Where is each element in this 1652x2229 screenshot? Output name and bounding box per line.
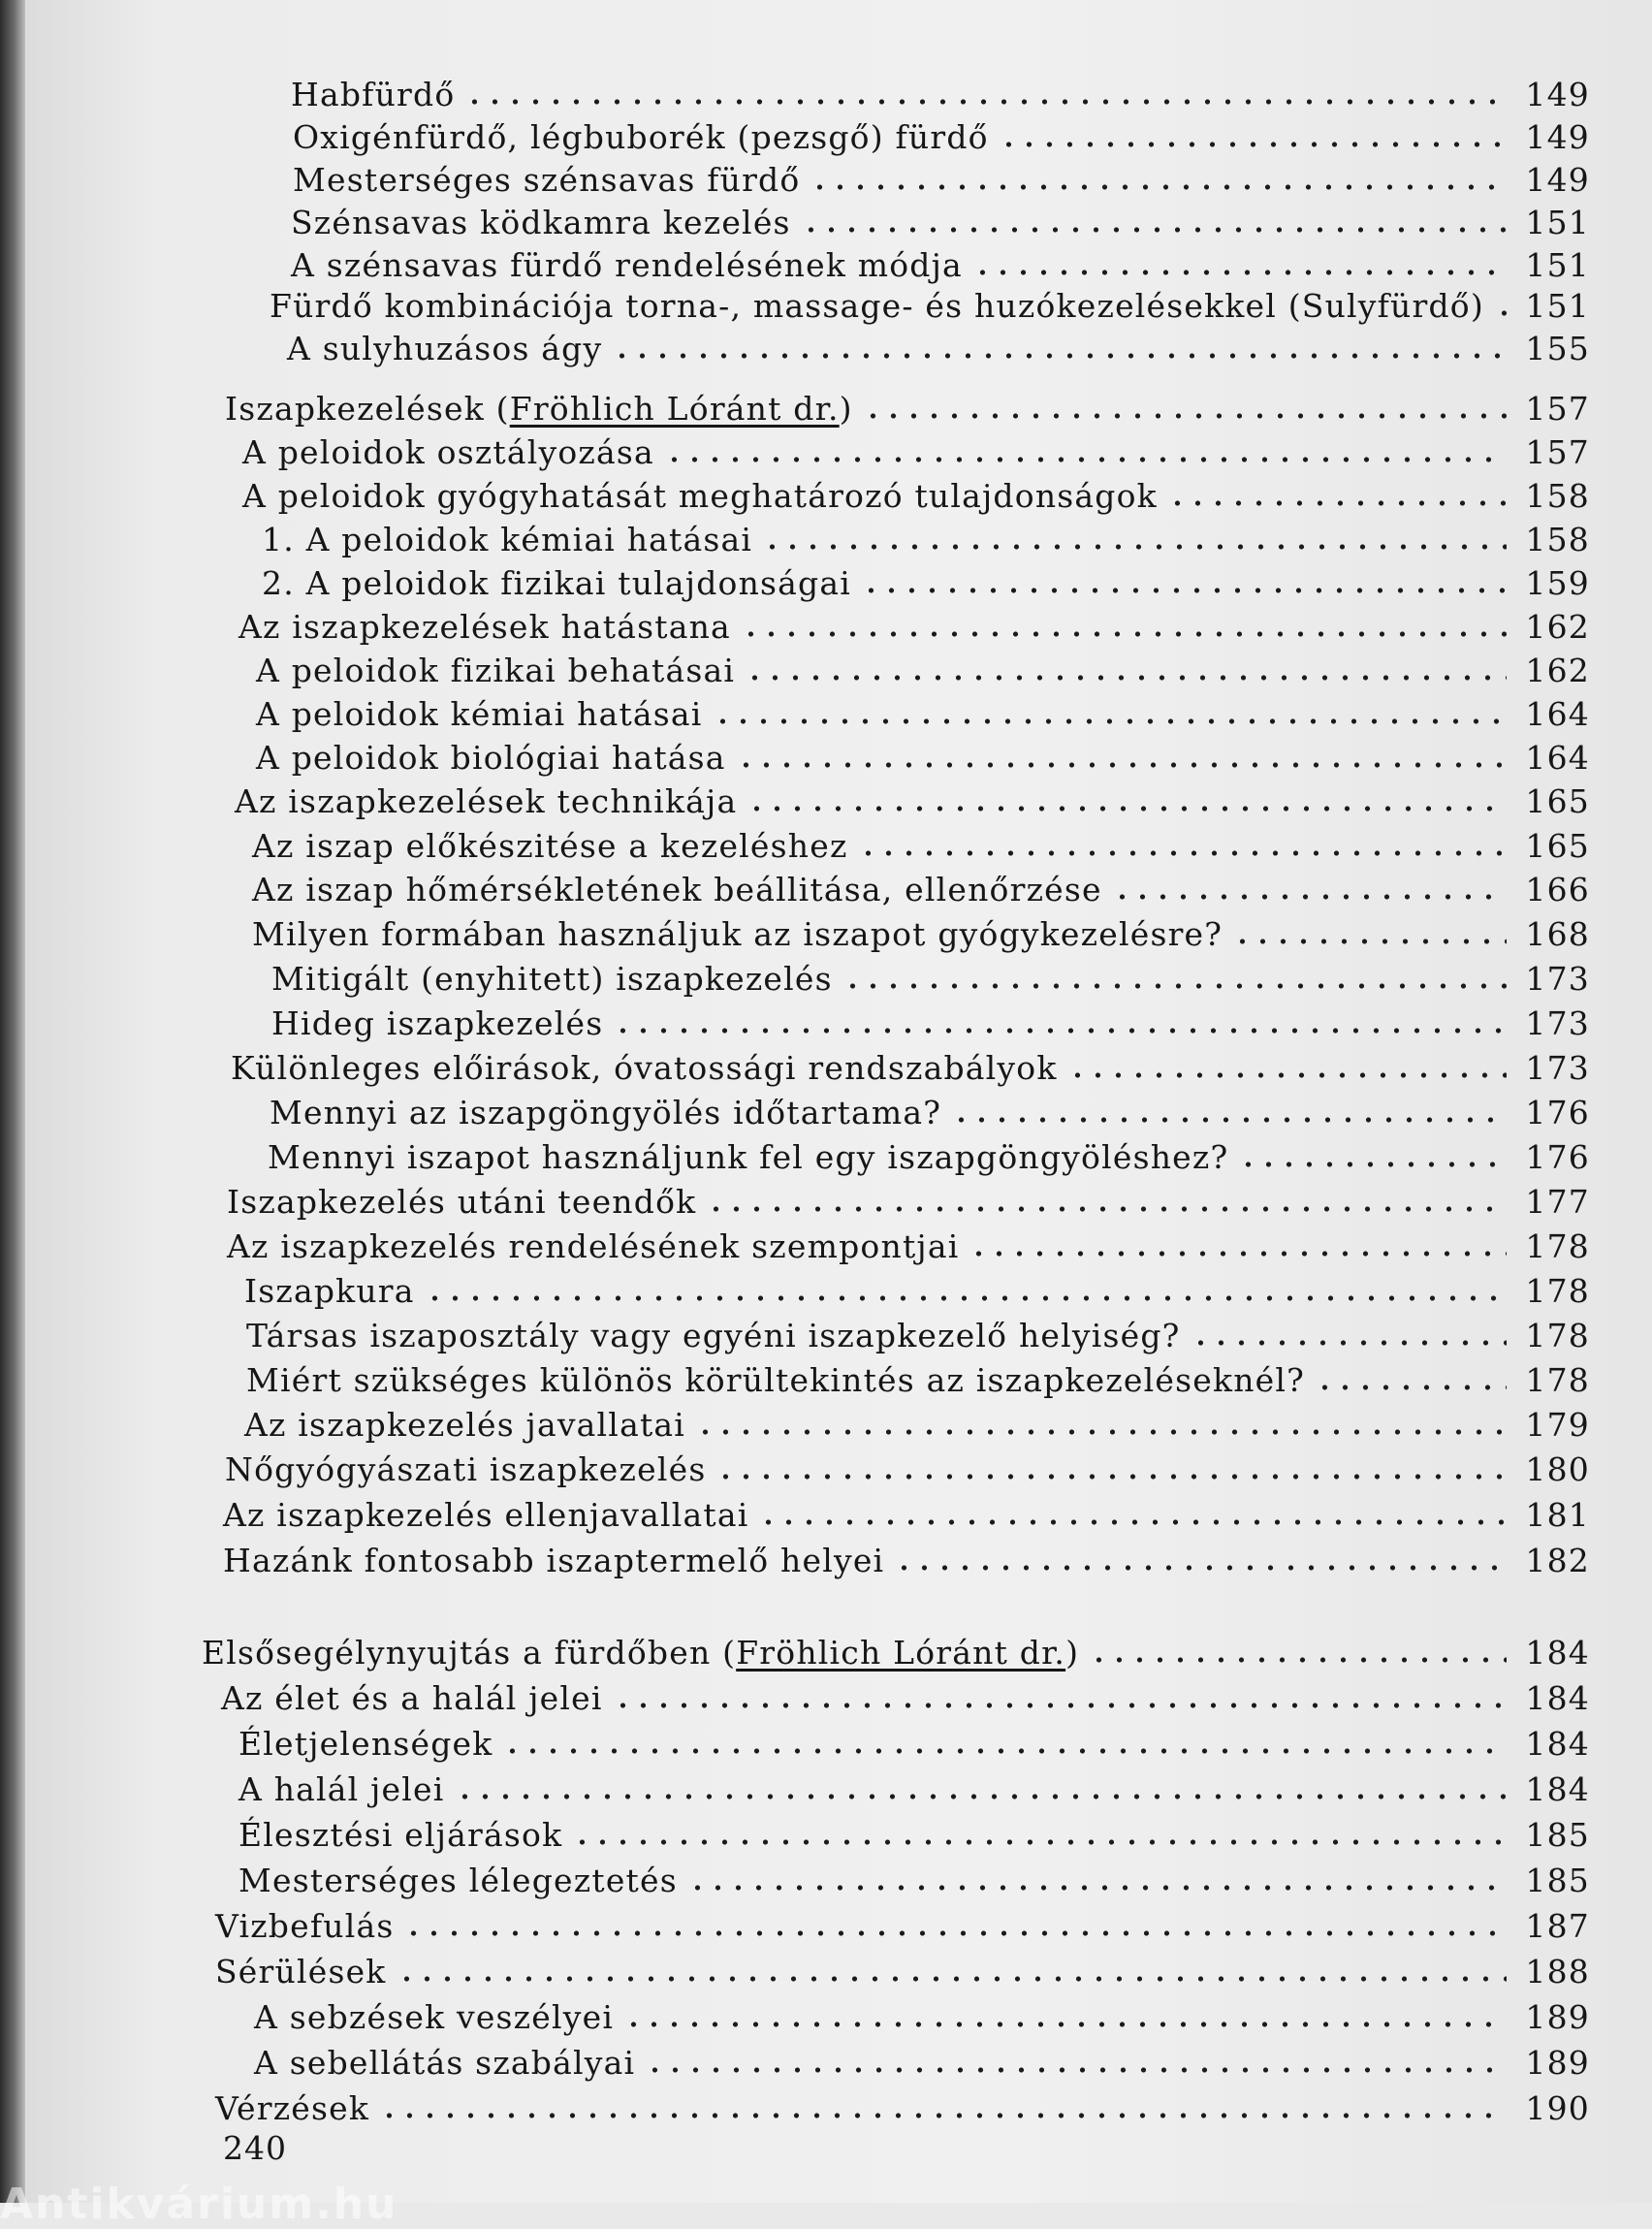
toc-entry-page: 187 bbox=[1525, 1907, 1590, 1945]
toc-entry-title: Vérzések bbox=[215, 2089, 370, 2127]
dot-leader bbox=[623, 2006, 1507, 2031]
dot-leader bbox=[1067, 1057, 1507, 1082]
toc-entry-title: A szénsavas fürdő rendelésének módja bbox=[291, 246, 963, 284]
toc-entry bbox=[271, 950, 1590, 998]
toc-entry bbox=[215, 1943, 1590, 1988]
toc-entry-page: 176 bbox=[1525, 1094, 1590, 1131]
toc-entry-page: 157 bbox=[1525, 433, 1590, 471]
toc-entry bbox=[246, 1352, 1590, 1399]
dot-leader bbox=[695, 1414, 1507, 1439]
dot-leader bbox=[745, 659, 1507, 685]
toc-entry-page: 168 bbox=[1525, 915, 1590, 953]
toc-entry-title: Az élet és a halál jelei bbox=[221, 1679, 603, 1717]
toc-entry bbox=[262, 511, 1590, 556]
toc-entry-title: Iszapkezelések (Fröhlich Lóránt dr.) bbox=[225, 390, 853, 428]
dot-leader bbox=[747, 790, 1507, 815]
author-name: Fröhlich Lóránt dr. bbox=[509, 390, 840, 428]
dot-leader bbox=[572, 1824, 1507, 1849]
toc-entry-title: Vizbefulás bbox=[215, 1907, 395, 1945]
toc-chapter bbox=[225, 380, 1590, 428]
toc-entry-title: A peloidok osztályozása bbox=[242, 433, 654, 471]
toc-entry-title: 2. A peloidok fizikai tulajdonságai bbox=[262, 564, 852, 602]
dot-leader bbox=[612, 337, 1507, 363]
toc-entry-page: 162 bbox=[1525, 652, 1590, 689]
toc-entry-title: Hideg iszapkezelés bbox=[271, 1004, 604, 1042]
toc-entry-page: 179 bbox=[1525, 1406, 1590, 1444]
toc-entry-title: Iszapkezelés utáni teendők bbox=[227, 1183, 697, 1221]
dot-leader bbox=[951, 1101, 1507, 1127]
toc-entry bbox=[293, 151, 1590, 199]
toc-entry bbox=[256, 685, 1590, 733]
dot-leader bbox=[397, 1960, 1507, 1986]
toc-entry bbox=[256, 642, 1590, 689]
toc-entry-page: 157 bbox=[1525, 390, 1590, 428]
toc-entry-page: 173 bbox=[1525, 1004, 1590, 1042]
toc-entry bbox=[293, 109, 1590, 156]
toc-entry-page: 162 bbox=[1525, 608, 1590, 646]
toc-entry bbox=[238, 1761, 1590, 1808]
toc-entry-page: 181 bbox=[1525, 1496, 1590, 1534]
dot-leader bbox=[1232, 923, 1507, 948]
toc-entry bbox=[262, 555, 1590, 602]
toc-entry-title: Az iszapkezelés javallatai bbox=[244, 1406, 686, 1444]
toc-entry-title: Miért szükséges különös körültekintés az iszapkezeléseknél? bbox=[246, 1361, 1306, 1399]
toc-entry-title: A peloidok gyógyhatását meghatározó tulajdonságok bbox=[242, 477, 1158, 515]
toc-entry-title: Különleges előirások, óvatossági rendszabályok bbox=[231, 1049, 1058, 1087]
toc-entry-page: 184 bbox=[1525, 1725, 1590, 1763]
toc-entry-title: Sérülések bbox=[215, 1953, 387, 1990]
toc-entry bbox=[291, 194, 1590, 239]
dot-leader bbox=[502, 1733, 1507, 1758]
toc-entry bbox=[238, 598, 1590, 646]
dot-leader bbox=[379, 2097, 1507, 2122]
toc-entry bbox=[238, 1715, 1590, 1763]
toc-entry bbox=[221, 1670, 1590, 1717]
toc-entry-title: Az iszap hőmérsékletének beállitása, ellenőrzése bbox=[252, 871, 1102, 908]
toc-entry-page: 184 bbox=[1525, 1770, 1590, 1808]
toc-entry-title: A peloidok biológiai hatása bbox=[256, 739, 726, 777]
toc-entry bbox=[227, 1218, 1590, 1265]
dot-leader bbox=[894, 1549, 1507, 1575]
dot-leader bbox=[842, 968, 1507, 993]
toc-entry-title: Szénsavas ködkamra kezelés bbox=[291, 204, 791, 241]
toc-entry bbox=[242, 467, 1590, 515]
toc-entry-page: 188 bbox=[1525, 1953, 1590, 1990]
dot-leader bbox=[863, 398, 1507, 423]
dot-leader bbox=[999, 126, 1507, 151]
toc-entry-title: Hazánk fontosabb iszaptermelő helyei bbox=[223, 1542, 885, 1579]
toc-entry-page: 189 bbox=[1525, 1998, 1590, 2036]
toc-entry-page: 151 bbox=[1525, 204, 1590, 241]
dot-leader bbox=[1089, 1641, 1507, 1667]
toc-entry bbox=[223, 1532, 1590, 1579]
page-number: 240 bbox=[223, 2129, 287, 2167]
toc-entry-title: Társas iszaposztály vagy egyéni iszapkezelő helyiség? bbox=[246, 1317, 1181, 1354]
toc-entry-page: 185 bbox=[1525, 1862, 1590, 1899]
dot-leader bbox=[861, 572, 1507, 597]
dot-leader bbox=[1112, 878, 1507, 904]
toc-entry bbox=[254, 2034, 1590, 2082]
toc-entry-page: 184 bbox=[1525, 1634, 1590, 1672]
dot-leader bbox=[706, 1191, 1507, 1216]
toc-entry-page: 176 bbox=[1525, 1138, 1590, 1176]
toc-chapter bbox=[202, 1624, 1590, 1672]
toc-entry-title: A sebellátás szabályai bbox=[254, 2044, 636, 2082]
toc-entry-page: 164 bbox=[1525, 739, 1590, 777]
toc-entry bbox=[254, 1989, 1590, 2036]
dot-leader bbox=[801, 211, 1507, 237]
toc-entry-page: 159 bbox=[1525, 564, 1590, 602]
toc-entry-page: 178 bbox=[1525, 1317, 1590, 1354]
toc-entry-page: 178 bbox=[1525, 1227, 1590, 1265]
toc-entry bbox=[270, 277, 1590, 325]
toc-entry bbox=[227, 1173, 1590, 1221]
toc-entry bbox=[238, 1806, 1590, 1854]
toc-entry-page: 149 bbox=[1525, 118, 1590, 156]
toc-entry-page: 149 bbox=[1525, 161, 1590, 199]
toc-entry-page: 151 bbox=[1525, 246, 1590, 284]
dot-leader bbox=[858, 835, 1507, 860]
dot-leader bbox=[425, 1280, 1507, 1305]
toc-entry-page: 178 bbox=[1525, 1361, 1590, 1399]
toc-entry-title: A halál jelei bbox=[238, 1770, 445, 1808]
toc-entry-page: 158 bbox=[1525, 477, 1590, 515]
toc-entry bbox=[270, 1084, 1590, 1129]
toc-entry bbox=[291, 237, 1590, 284]
dot-leader bbox=[403, 1915, 1507, 1940]
toc-entry bbox=[244, 1396, 1590, 1444]
toc-entry-page: 177 bbox=[1525, 1183, 1590, 1221]
dot-leader bbox=[1494, 295, 1507, 320]
toc-entry bbox=[252, 817, 1590, 865]
toc-entry-title: A peloidok fizikai behatásai bbox=[256, 652, 736, 689]
toc-entry-title: A peloidok kémiai hatásai bbox=[256, 695, 703, 733]
toc-entry-title: Az iszapkezelések hatástana bbox=[238, 608, 731, 646]
toc-entry-page: 165 bbox=[1525, 782, 1590, 820]
toc-entry-title: Az iszapkezelés ellenjavallatai bbox=[223, 1496, 749, 1534]
toc-entry bbox=[252, 906, 1590, 953]
toc-entry-title: A sebzések veszélyei bbox=[254, 1998, 615, 2036]
dot-leader bbox=[464, 83, 1507, 109]
toc-entry-title: Élesztési eljárások bbox=[238, 1816, 563, 1854]
dot-leader bbox=[455, 1778, 1507, 1803]
dot-leader bbox=[969, 1235, 1507, 1260]
dot-leader bbox=[741, 616, 1507, 641]
toc-entry-title: A sulyhuzásos ágy bbox=[287, 330, 603, 367]
toc-entry-title: Mesterséges lélegeztetés bbox=[238, 1862, 678, 1899]
toc-entry-page: 173 bbox=[1525, 960, 1590, 998]
dot-leader bbox=[972, 254, 1507, 279]
dot-leader bbox=[1238, 1146, 1507, 1171]
dot-leader bbox=[713, 703, 1507, 728]
toc-entry bbox=[223, 1486, 1590, 1534]
toc-entry-title: Mennyi az iszapgöngyölés időtartama? bbox=[270, 1094, 942, 1131]
toc-entry-page: 173 bbox=[1525, 1049, 1590, 1087]
toc-entry-title: Milyen formában használjuk az iszapot gyógykezelésre? bbox=[252, 915, 1223, 953]
dot-leader bbox=[1167, 485, 1507, 510]
toc-entry-page: 189 bbox=[1525, 2044, 1590, 2082]
dot-leader bbox=[613, 1012, 1507, 1037]
toc-entry-page: 178 bbox=[1525, 1272, 1590, 1310]
toc-entry-title: Az iszapkezelés rendelésének szempontjai bbox=[227, 1227, 960, 1265]
toc-entry bbox=[225, 1441, 1590, 1488]
toc-entry-title: Életjelenségek bbox=[238, 1725, 493, 1763]
dot-leader bbox=[715, 1458, 1507, 1483]
toc-entry bbox=[215, 2080, 1590, 2127]
toc-entry bbox=[287, 320, 1590, 365]
toc-entry-title: Az iszapkezelések technikája bbox=[235, 782, 738, 820]
dot-leader bbox=[1191, 1324, 1507, 1350]
toc-entry-page: 185 bbox=[1525, 1816, 1590, 1854]
toc-entry-page: 155 bbox=[1525, 330, 1590, 367]
toc-entry bbox=[252, 861, 1590, 906]
dot-leader bbox=[762, 528, 1507, 554]
toc-entry-title: 1. A peloidok kémiai hatásai bbox=[262, 521, 753, 558]
toc-entry-title: Elsősegélynyujtás a fürdőben (Fröhlich Lóránt dr.) bbox=[202, 1634, 1080, 1672]
toc-entry bbox=[268, 1129, 1590, 1176]
toc-entry-page: 180 bbox=[1525, 1450, 1590, 1488]
toc-entry-page: 190 bbox=[1525, 2089, 1590, 2127]
dot-leader bbox=[810, 169, 1507, 194]
toc-entry-page: 158 bbox=[1525, 521, 1590, 558]
toc-entry-page: 184 bbox=[1525, 1679, 1590, 1717]
toc-entry bbox=[271, 995, 1590, 1042]
toc-entry bbox=[244, 1262, 1590, 1310]
dot-leader bbox=[613, 1687, 1507, 1712]
toc-entry-page: 151 bbox=[1525, 287, 1590, 325]
toc-entry bbox=[242, 424, 1590, 471]
toc-entry-page: 149 bbox=[1525, 76, 1590, 113]
toc-entry bbox=[238, 1852, 1590, 1899]
toc-entry-page: 166 bbox=[1525, 871, 1590, 908]
watermark: Antikvárium.hu bbox=[0, 2180, 398, 2229]
toc-entry bbox=[235, 773, 1590, 820]
dot-leader bbox=[687, 1869, 1507, 1895]
toc-entry-title: Fürdő kombinációja torna-, massage- és huzókezelésekkel (Sulyfürdő) bbox=[270, 287, 1484, 325]
toc-entry-title: Az iszap előkészitése a kezeléshez bbox=[252, 827, 848, 865]
toc-entry-title: Mesterséges szénsavas fürdő bbox=[293, 161, 801, 199]
toc-entry bbox=[215, 1897, 1590, 1945]
toc-entry bbox=[291, 66, 1590, 111]
dot-leader bbox=[758, 1504, 1507, 1529]
toc-entry-title: Mitigált (enyhitett) iszapkezelés bbox=[271, 960, 833, 998]
toc-entry-title: Iszapkura bbox=[244, 1272, 415, 1310]
toc-entry-title: Habfürdő bbox=[291, 76, 456, 113]
toc-entry-page: 182 bbox=[1525, 1542, 1590, 1579]
toc-entry bbox=[231, 1039, 1590, 1087]
toc-entry bbox=[246, 1307, 1590, 1352]
author-name: Fröhlich Lóránt dr. bbox=[736, 1634, 1066, 1672]
toc-entry-title: Oxigénfürdő, légbuborék (pezsgő) fürdő bbox=[293, 118, 989, 156]
toc-entry-title: Mennyi iszapot használjunk fel egy iszapgöngyöléshez? bbox=[268, 1138, 1229, 1176]
toc-entry-page: 165 bbox=[1525, 827, 1590, 865]
dot-leader bbox=[1315, 1369, 1507, 1394]
toc-entry bbox=[256, 729, 1590, 777]
dot-leader bbox=[736, 747, 1507, 772]
toc-entry-title: Nőgyógyászati iszapkezelés bbox=[225, 1450, 707, 1488]
dot-leader bbox=[645, 2052, 1507, 2077]
dot-leader bbox=[664, 441, 1507, 466]
toc-entry-page: 164 bbox=[1525, 695, 1590, 733]
